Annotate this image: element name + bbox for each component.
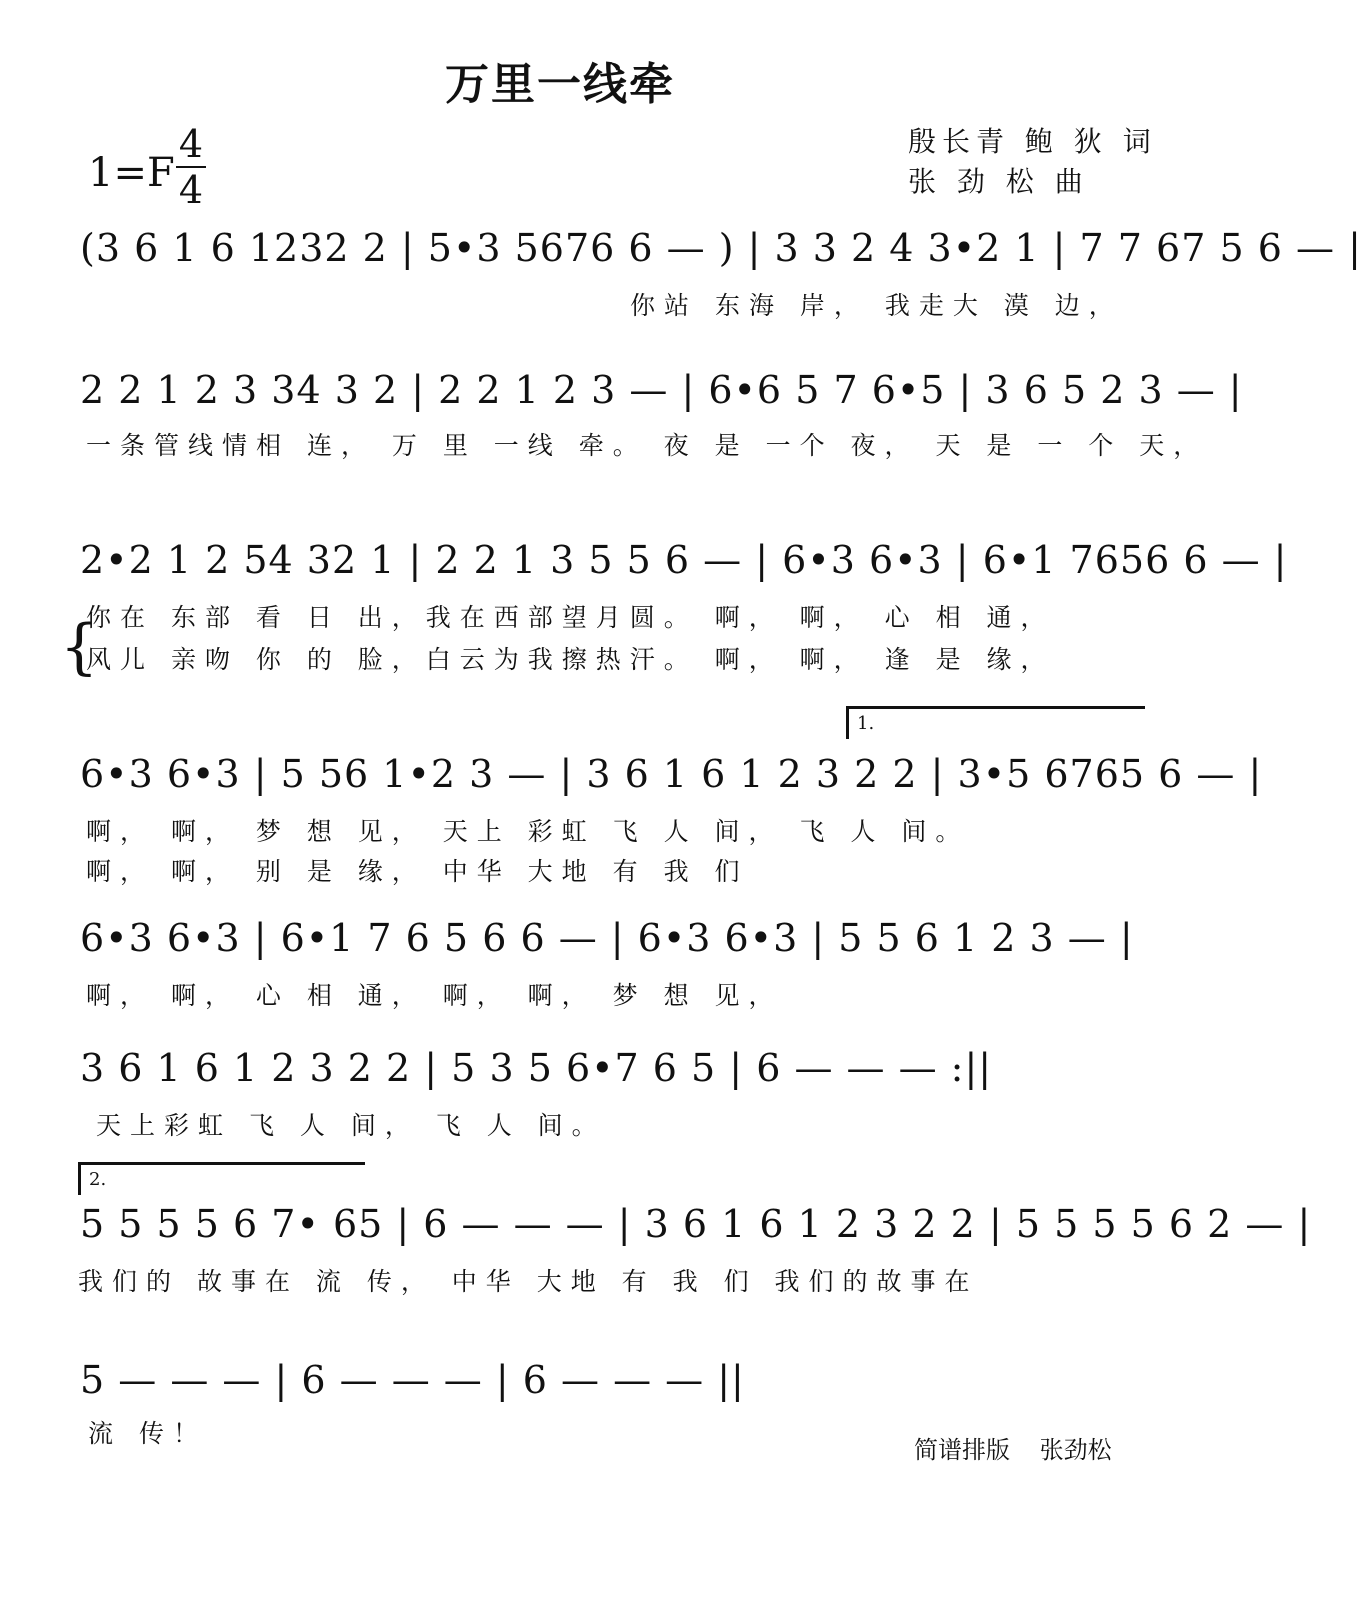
notation-system-1: (3 6 1 6 1232 2 | 5•3 5676 6 — ) | 3 3 2 4 3•2 1 | 7 7 67 5 6 — | — [80, 226, 1362, 270]
time-signature-bottom: 4 — [178, 168, 204, 212]
time-signature — [176, 124, 206, 210]
lyric-line-7: 我们的 故事在 流 传， 中华 大地 有 我 们 我们的故事在 — [78, 1267, 979, 1296]
notation-system-3: 2•2 1 2 54 32 1 | 2 2 1 3 5 5 6 — | 6•3 6•3 | 6•1 7656 6 — | — [80, 538, 1288, 582]
notation-system-5: 6•3 6•3 | 6•1 7 6 5 6 6 — | 6•3 6•3 | 5 5 6 1 2 3 — | — [80, 916, 1134, 960]
volta-second-ending: 2. — [78, 1162, 365, 1195]
lyric-line-3a: 你在 东部 看 日 出，我在西部望月圆。 啊， 啊， 心 相 通， — [86, 603, 1055, 632]
notation-system-4: 6•3 6•3 | 5 56 1•2 3 — | 3 6 1 6 1 2 3 2 2 | 3•5 6765 6 — | — [80, 752, 1263, 796]
lyricist-credit: 殷长青 鲍 狄 词 — [908, 125, 1157, 158]
typesetting-credit: 简谱排版 张劲松 — [914, 1436, 1112, 1464]
song-title: 万里一线牵 — [445, 59, 675, 110]
lyric-line-1: 你站 东海 岸， 我走大 漠 边， — [630, 291, 1123, 320]
lyric-line-5: 啊， 啊， 心 相 通， 啊， 啊， 梦 想 见， — [86, 981, 783, 1010]
volta-first-ending: 1. — [846, 706, 1145, 739]
lyric-line-2: 一条管线情相 连， 万 里 一线 牵。 夜 是 一个 夜， 天 是 一 个 天， — [86, 431, 1208, 460]
notation-system-6: 3 6 1 6 1 2 3 2 2 | 5 3 5 6•7 6 5 | 6 — — — :|| — [80, 1046, 993, 1090]
key-signature: 1=F — [88, 150, 175, 196]
lyric-line-6: 天上彩虹 飞 人 间， 飞 人 间。 — [96, 1111, 606, 1140]
notation-system-2: 2 2 1 2 3 34 3 2 | 2 2 1 2 3 — | 6•6 5 7 6•5 | 3 6 5 2 3 — | — [80, 368, 1243, 412]
notation-system-7: 5 5 5 5 6 7• 65 | 6 — — — | 3 6 1 6 1 2 3 2 2 | 5 5 5 5 6 2 — | — [80, 1202, 1312, 1246]
time-signature-top: 4 — [178, 122, 204, 166]
lyric-line-3b: 风儿 亲吻 你 的 脸，白云为我擦热汗。 啊， 啊， 逢 是 缘， — [86, 645, 1055, 674]
lyric-line-4a: 啊， 啊， 梦 想 见， 天上 彩虹 飞 人 间， 飞 人 间。 — [86, 817, 970, 846]
lyric-line-8: 流 传！ — [88, 1419, 207, 1448]
lyric-line-4b: 啊， 啊， 别 是 缘， 中华 大地 有 我 们 — [86, 857, 749, 886]
verse-brace: { — [60, 612, 99, 682]
notation-system-8: 5 — — — | 6 — — — | 6 — — — || — [80, 1358, 745, 1402]
composer-credit: 张 劲 松 曲 — [908, 165, 1089, 198]
